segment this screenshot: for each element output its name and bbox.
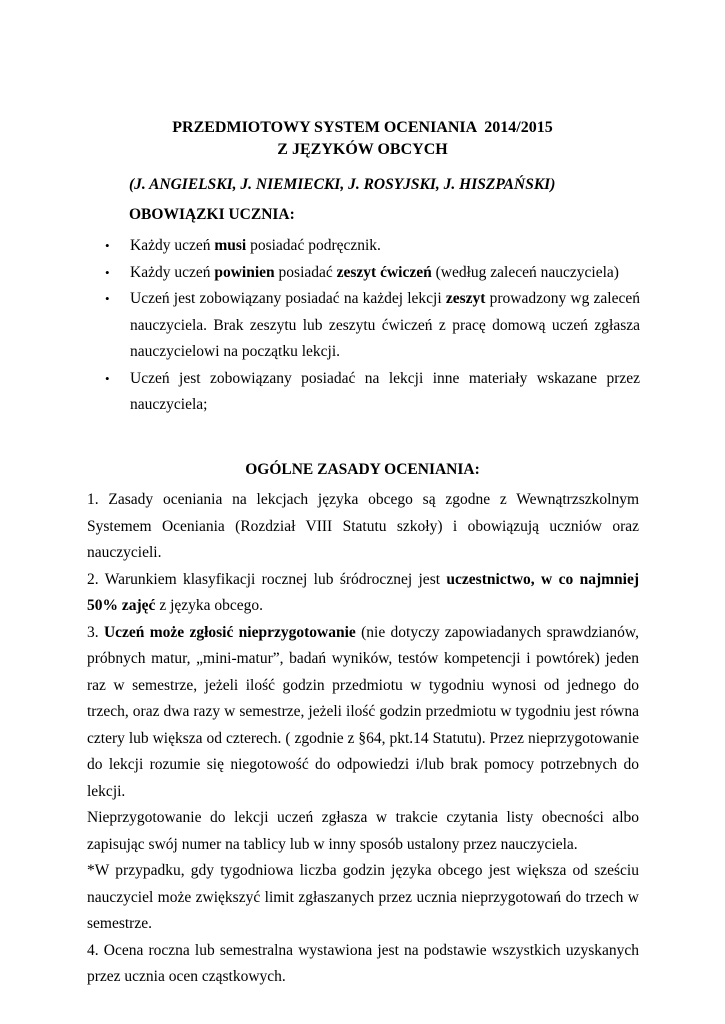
rule-3-post: (nie dotyczy zapowiadanych sprawdzianów, próbnych matur, „mini-matur”, badań wyników, testów kompetencji i powtórek) jeden raz w semestrze, jeżeli ilość godzin przedmiotu w tygodniu wynosi od jednego do trzech, oraz dwa razy w semestrze, jeżeli ilość godzin przedmiotu w tygodniu jest równa cztery lub większa od czterech. ( zgodnie z §64, pkt.14 Statutu). Przez nieprzygotowanie do lekcji rozumie się niegotowość do odpowiedzi i/lub brak pomocy potrzebnych do lekcji. [87,623,639,800]
rule-3-bold: Uczeń może zgłosić nieprzygotowanie [103,623,356,641]
duty-item-2 [105,260,640,287]
general-rules-heading: OGÓLNE ZASADY OCENIANIA: [245,461,480,478]
duties-list [105,233,640,419]
duty-item-2-pre: Każdy uczeń [130,263,215,281]
bullet-icon: • [105,264,110,280]
document-title-line-1: PRZEDMIOTOWY SYSTEM OCENIANIA 2014/2015 [172,119,553,136]
rule-paragraph-3-continued: Nieprzygotowanie do lekcji uczeń zgłasza w trakcie czytania listy obecności albo zapisując swój numer na tablicy lub w inny sposób ustalony przez nauczyciela. [87,809,639,853]
bullet-icon: • [105,291,110,306]
duty-item-3-post: prowadzony wg zaleceń nauczyciela. Brak zeszytu lub zeszytu ćwiczeń z pracę domową uczeń zgłasza nauczycielowi na początku lekcji. [130,290,641,360]
languages-subtitle: (J. ANGIELSKI, J. NIEMIECKI, J. ROSYJSKI, J. HISZPAŃSKI) [129,176,556,193]
duty-item-1-post: posiadać podręcznik. [246,237,381,254]
rule-2-post: z języka obcego. [155,597,264,614]
duty-item-2-bold-2: zeszyt ćwiczeń [336,263,432,281]
duty-item-3 [105,286,640,366]
bullet-icon: • [105,238,110,253]
rule-2-pre: 2. Warunkiem klasyfikacji rocznej lub śródrocznej jest [87,570,447,588]
rule-paragraph-2 [87,567,639,620]
duty-item-4 [105,366,640,419]
bullet-icon: • [105,370,110,386]
rule-paragraph-4: 4. Ocena roczna lub semestralna wystawiona jest na podstawie wszystkich uzyskanych przez ucznia ocen cząstkowych. [87,941,639,985]
duty-item-1-pre: Każdy uczeń [130,237,215,254]
general-rules-body [87,487,639,991]
duty-item-1-bold: musi [214,237,247,254]
duty-item-2-post: (według zaleceń nauczyciela) [431,263,619,281]
duty-item-2-mid: posiadać [274,263,337,281]
rule-paragraph-3 [87,620,639,806]
rule-2-bold: uczestnictwo, w co najmniej 50% zajęć [87,570,639,614]
rule-3-pre: 3. [87,623,104,641]
duty-item-3-bold: zeszyt [445,290,486,307]
duty-item-2-bold: powinien [214,263,275,281]
duties-heading: OBOWIĄZKI UCZNIA: [129,206,295,223]
document-title-line-2: Z JĘZYKÓW OBCYCH [277,141,448,158]
duty-item-1 [105,233,640,260]
rule-paragraph-footnote: *W przypadku, gdy tygodniowa liczba godzin języka obcego jest większa od sześciu nauczyciel może zwiększyć limit zgłaszanych przez ucznia nieprzygotowań do trzech w semestrze. [87,862,639,932]
duty-item-4-text: Uczeń jest zobowiązany posiadać na lekcji inne materiały wskazane przez nauczyciela; [130,369,640,413]
duty-item-3-pre: Uczeń jest zobowiązany posiadać na każdej lekcji [130,290,446,307]
rule-paragraph-1: 1. Zasady oceniania na lekcjach języka obcego są zgodne z Wewnątrzszkolnym Systemem Oceniania (Rozdział VIII Statutu szkoły) i obowiązują uczniów oraz nauczycieli. [87,491,639,561]
